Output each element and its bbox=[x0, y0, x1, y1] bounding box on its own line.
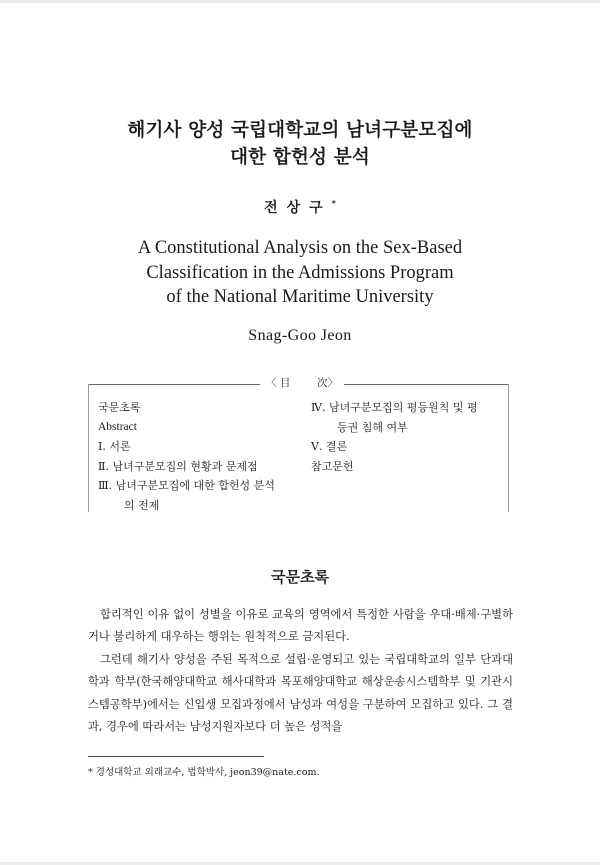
title-line: 대한 합헌성 분석 bbox=[230, 147, 370, 168]
toc-item-line: Ⅳ. 남녀구분모집의 평등원칙 및 평 bbox=[311, 401, 478, 414]
toc-rule bbox=[88, 384, 260, 385]
toc-bracket-left bbox=[88, 384, 97, 512]
toc-heading bbox=[266, 375, 338, 390]
author-name: 전상구 bbox=[264, 200, 332, 216]
toc-item: Ⅱ. 남녀구분모집의 현황과 문제점 bbox=[98, 459, 258, 473]
title-line: A Constitutional Analysis on the Sex-Based bbox=[137, 238, 463, 258]
toc-rule bbox=[344, 384, 509, 385]
paragraph: 합리적인 이유 없이 성별을 이유로 교육의 영역에서 특정한 사람을 우대·배제·구별하거나 불리하게 대우하는 행위는 원칙적으로 금지된다. bbox=[88, 608, 513, 644]
title-line: of the National Maritime University bbox=[166, 287, 434, 307]
abstract-body bbox=[88, 604, 513, 738]
page-top-edge bbox=[0, 0, 600, 3]
toc-item bbox=[98, 476, 308, 515]
author-english: Snag-Goo Jeon bbox=[248, 327, 352, 344]
paper-title-english bbox=[0, 236, 600, 310]
toc-item: Ⅰ. 서론 bbox=[98, 440, 131, 453]
toc-item-line: 의 전제 bbox=[124, 498, 160, 512]
toc-item: 참고문헌 bbox=[311, 459, 354, 473]
toc-heading-open: 〈 目 bbox=[266, 377, 291, 389]
table-of-contents bbox=[88, 377, 509, 512]
author-korean bbox=[0, 197, 600, 217]
toc-column-left bbox=[98, 398, 308, 515]
toc-item-line: 등권 침해 여부 bbox=[337, 420, 408, 434]
toc-column-right bbox=[311, 398, 506, 476]
toc-heading-close: 次〉 bbox=[317, 377, 338, 389]
footnote-marker: * bbox=[331, 198, 336, 208]
paper-title-korean bbox=[0, 117, 600, 171]
toc-item: Ⅴ. 결론 bbox=[311, 440, 348, 453]
toc-item bbox=[311, 398, 506, 437]
paragraph: 그런데 해기사 양성을 주된 목적으로 설립·운영되고 있는 국립대학교의 일부 단과대학과 학부(한국해양대학교 해사대학과 목포해양대학교 해상운송시스템학부 및 기관시스템공학부)에서는 신입생 모집과정에서 남성과 여성을 구분하여 모집하고 있다. 그 결과, 경우에 따라서는 남성지원자보다 더 높은 성적을 bbox=[88, 652, 513, 734]
title-line: Classification in the Admissions Program bbox=[146, 262, 454, 283]
footnote-separator bbox=[88, 756, 264, 757]
toc-item: 국문초록 bbox=[98, 401, 141, 414]
title-line: 해기사 양성 국립대학교의 남녀구분모집에 bbox=[127, 120, 473, 141]
section-heading: 국문초록 bbox=[271, 568, 329, 586]
footnote: * 경성대학교 외래교수, 법학박사, jeon39@nate.com. bbox=[88, 767, 320, 778]
toc-item: Abstract bbox=[98, 420, 137, 433]
toc-item-line: Ⅲ. 남녀구분모집에 대한 합헌성 분석 bbox=[98, 479, 275, 492]
